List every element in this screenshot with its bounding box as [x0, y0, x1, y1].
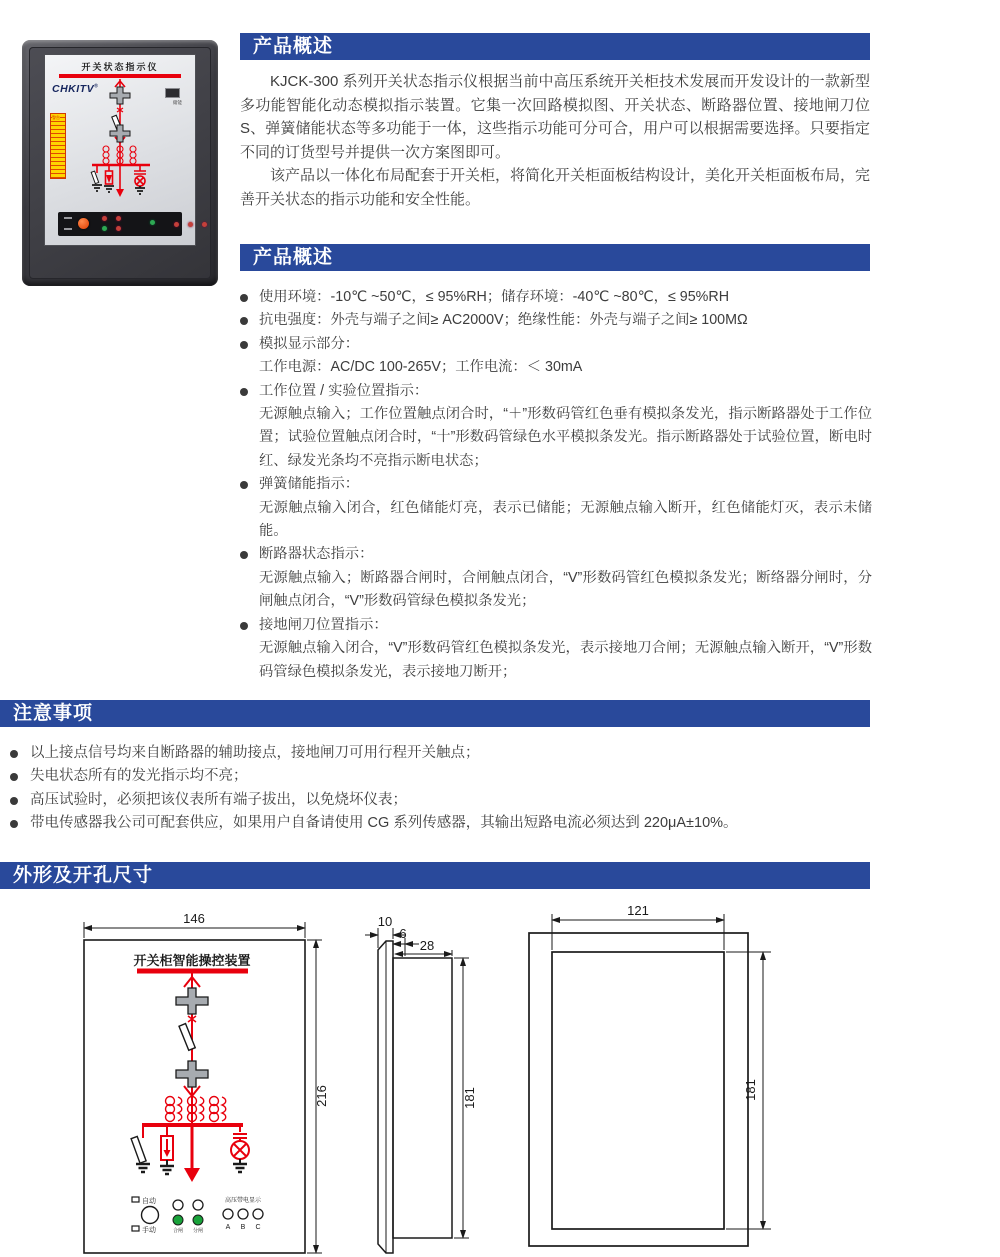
overview-paragraph: 该产品以一体化布局配套于开关柜，将简化开关柜面板结构设计，美化开关柜面板布局，完善开关状态的指示功能和安全性能。 — [240, 167, 871, 208]
bullet-icon — [240, 341, 248, 349]
spec-head: 模拟显示部分： — [259, 335, 360, 352]
bullet-icon — [240, 481, 248, 489]
side-lip-label: 6 — [399, 926, 407, 941]
photo-busbar — [59, 74, 181, 78]
hv-display-label: 高压带电显示 — [224, 1198, 262, 1204]
spec-head: 抗电强度：外壳与端子之间≥ AC2000V；绝缘性能：外壳与端子之间≥ 100MΩ — [259, 312, 748, 329]
spec-head: 使用环境：-10℃ ~50℃，≤ 95%RH；储存环境：-40℃ ~80℃，≤ 95%RH — [259, 289, 730, 305]
breaker-cross-icon — [176, 988, 208, 1014]
led-store — [116, 226, 121, 231]
spec-head: 断路器状态指示： — [259, 546, 374, 563]
section-header-dimensions: 外形及开孔尺寸 — [0, 862, 870, 889]
spec-item — [240, 333, 872, 380]
hand-icon — [132, 1197, 139, 1202]
front-panel-title: 开关柜智能操控装置 — [133, 953, 251, 968]
spec-item — [240, 614, 872, 684]
auto-label: 自动 — [142, 1198, 156, 1205]
side-body — [393, 958, 452, 1238]
side-view-drawing — [355, 898, 485, 1257]
feeder-arrow-icon — [184, 1168, 200, 1182]
spec-list — [240, 286, 872, 684]
cutout-view-drawing — [515, 898, 795, 1257]
led-label-close: 合闸 — [172, 1228, 184, 1234]
bullet-icon — [10, 773, 18, 781]
side-height-label: 181 — [462, 1087, 477, 1109]
spec-item — [240, 286, 872, 309]
dim-121 — [552, 914, 724, 950]
control-strip — [58, 212, 182, 236]
photo-mimic-diagram — [72, 79, 168, 207]
note-item: 失电状态所有的发光指示均不亮； — [10, 765, 866, 788]
note-item: 带电传感器我公司可配套供应，如果用户自备请使用 CG 系列传感器，其输出短路电流必须达到 220μA±10%。 — [10, 812, 866, 835]
product-photo — [22, 40, 218, 286]
note-item: 高压试验时，必须把该仪表所有端子拔出，以免烧坏仪表； — [10, 789, 866, 812]
note-item: 以上接点信号均来自断路器的辅助接点，接地闸刀可用行程开关触点； — [10, 742, 866, 765]
mode-button[interactable] — [78, 218, 89, 229]
photo-panel-title: 开关状态指示仪 — [81, 62, 159, 72]
side-depth-label: 28 — [419, 938, 435, 953]
front-height-label: 216 — [314, 1085, 329, 1107]
spec-head: 工作位置 / 实验位置指示： — [259, 382, 429, 399]
spec-body: 工作电源：AC/DC 100-265V；工作电流：＜ 30mA — [259, 359, 583, 376]
phase-c-label: C — [255, 1224, 261, 1231]
led-phase-c — [202, 222, 207, 227]
led-phase-b — [188, 222, 193, 227]
overview-paragraph: KJCK-300 系列开关状态指示仪根据当前中高压系统开关柜技术发展而开发设计的一款新型多功能智能化动态模拟指示装置。它集一次回路模拟图、开关状态、断路器位置、接地闸刀位 S、弹簧储能状态等多功能于一体，这些指示功能可分可合，用户可以根据需要选择。只要指定不同的订货型号并提供一次方案图即可。 — [240, 73, 870, 161]
breaker-cross-icon — [110, 87, 130, 104]
earth-switch-blade-icon — [131, 1136, 146, 1163]
section-header-overview: 产品概述 — [240, 33, 870, 60]
cutout-width-label: 121 — [627, 903, 649, 918]
spec-item — [240, 380, 872, 474]
bullet-icon — [240, 622, 248, 630]
bullet-icon — [240, 294, 248, 302]
led-run — [150, 220, 155, 225]
auto-mark — [64, 217, 72, 219]
cutout-height-label: 181 — [743, 1079, 758, 1101]
front-width-label: 146 — [183, 911, 205, 926]
spec-item — [240, 473, 872, 543]
led-power — [102, 226, 107, 231]
hand-icon — [132, 1226, 139, 1231]
spec-head: 接地闸刀位置指示： — [259, 616, 388, 633]
spec-item — [240, 543, 872, 613]
bullet-icon — [10, 820, 18, 828]
side-bezel-label: 10 — [377, 914, 393, 929]
display-window-label: 储能 — [173, 100, 182, 105]
spec-item — [240, 309, 872, 332]
led-close — [102, 216, 107, 221]
front-controls — [132, 1196, 263, 1234]
led-phase-a — [174, 222, 179, 227]
spec-body: 无源触点输入闭合，“V”形数码管红色模拟条发光，表示接地刀合闸；无源触点输入断开，“V”形数码管绿色模拟条发光，表示接地刀断开； — [259, 640, 872, 680]
bullet-icon — [10, 797, 18, 805]
warning-sticker: 警告 — [50, 113, 66, 179]
notes-list — [10, 742, 866, 836]
manual-mark — [64, 228, 72, 230]
spec-body: 无源触点输入；工作位置触点闭合时，“＋”形数码管红色垂有模拟条发光，指示断路器处于工作位置；试验位置触点闭合时，“十”形数码管绿色水平模拟条发光。指示断路器处于试验位置，断电时红、绿发光条均不亮指示断电状态； — [259, 406, 872, 469]
ct-symbols — [166, 1097, 226, 1122]
mimic-diagram — [131, 973, 249, 1182]
front-view-drawing — [70, 898, 340, 1257]
spec-head: 弹簧储能指示： — [259, 476, 360, 493]
spec-body: 无源触点输入闭合，红色储能灯亮，表示已储能；无源触点输入断开，红色储能灯灭，表示未储能。 — [259, 499, 872, 540]
manual-label: 手动 — [142, 1227, 156, 1234]
section-header-specs: 产品概述 — [240, 244, 870, 271]
bullet-icon — [240, 388, 248, 396]
photo-front-panel — [44, 54, 196, 246]
cutout-inner-rect — [552, 952, 724, 1229]
section-header-notes: 注意事项 — [0, 700, 870, 727]
cutout-outer-rect — [529, 933, 748, 1246]
phase-a-label: A — [225, 1224, 231, 1231]
overview-paragraphs — [240, 70, 870, 211]
brand-logo: CHKITV® — [52, 83, 99, 95]
bullet-icon — [240, 317, 248, 325]
phase-b-label: B — [240, 1224, 246, 1231]
led-open — [116, 216, 121, 221]
bullet-icon — [240, 551, 248, 559]
led-label-open: 分闸 — [192, 1228, 204, 1234]
bullet-icon — [10, 750, 18, 758]
spec-body: 无源触点输入；断路器合闸时，合闸触点闭合，“V”形数码管红色模拟条发光；断络器分闸时，分闸触点闭合，“V”形数码管绿色模拟条发光； — [259, 569, 872, 610]
mode-knob — [142, 1207, 159, 1224]
